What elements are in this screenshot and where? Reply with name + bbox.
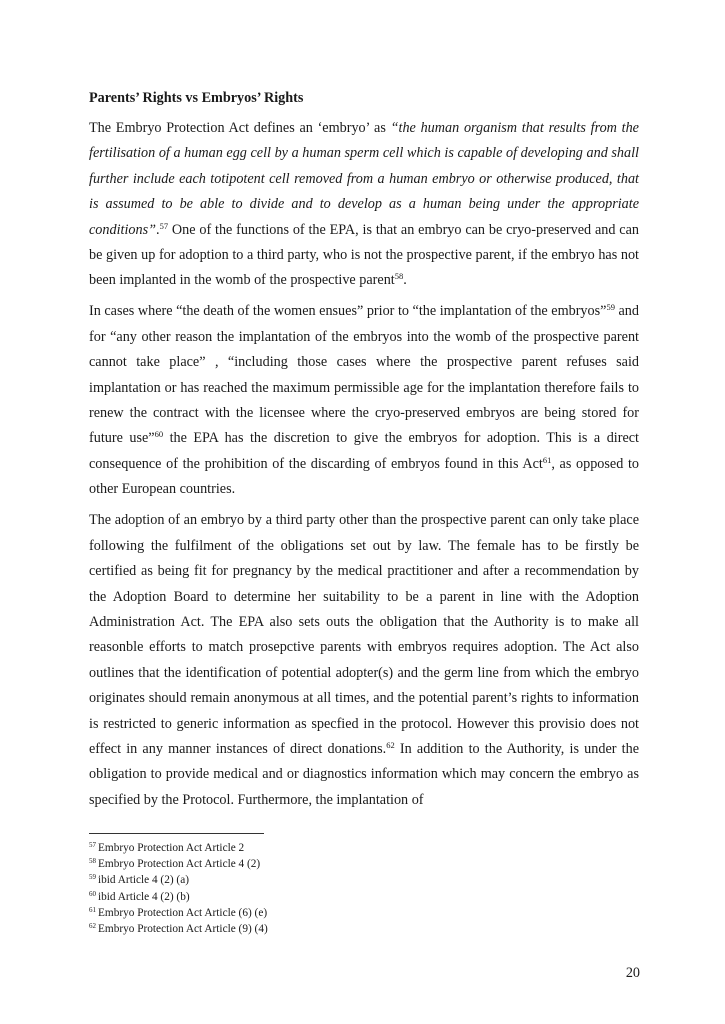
footnote-text: ibid Article 4 (2) (b) bbox=[98, 890, 190, 903]
footnote-item bbox=[89, 889, 589, 905]
section-heading: Parents’ Rights vs Embryos’ Rights bbox=[89, 90, 304, 106]
footnote-number: 59 bbox=[89, 873, 96, 882]
paragraph-text: In addition to the Authority, is under the obligation to provide medical and or diagnostics information which may concern the embryo as specified by the Protocol. Furthermore, the implantation of bbox=[89, 740, 639, 808]
footnote-number: 60 bbox=[89, 889, 96, 898]
paragraph-text: One of the functions of the EPA, is that an embryo can be cryo-preserved and can be given up for adoption to a third party, who is not the prospective parent, if the embryo has not been implanted in the womb of the prospective parent bbox=[89, 221, 639, 289]
footnote-text: Embryo Protection Act Article 4 (2) bbox=[98, 858, 261, 871]
footnote-text: Embryo Protection Act Article (6) (e) bbox=[98, 906, 268, 919]
footnote-item bbox=[89, 872, 589, 888]
footnote-separator bbox=[89, 833, 264, 834]
footnote-text: Embryo Protection Act Article (9) (4) bbox=[98, 923, 268, 936]
footnote-number: 62 bbox=[89, 922, 96, 931]
paragraph-text: . bbox=[403, 272, 407, 289]
footnote-ref[interactable]: 60 bbox=[154, 429, 164, 440]
footnote-text: ibid Article 4 (2) (a) bbox=[98, 874, 189, 887]
footnote-number: 57 bbox=[89, 841, 96, 849]
paragraph-text: The adoption of an embryo by a third party other than the prospective parent can only take place following the fulfilment of the obligations set out by law. The female has to be firstly be certified as being fit for pregnancy by the medical practitioner and after a recommendation by the Adoption Board to determine her suitability to be a parent in line with the Adoption Administration Act. The EPA also sets outs the obligation that the Authority is to make all reasonble efforts to match prosepctive parents with embryos requires adoption. The Act also outlines that the identification of potential adopter(s) and the germ line from which the embryo originates should remain anonymous at all times, and the potential parent’s rights to information is restricted to generic information as specfied in the protocol. However this provisio does not effect in any manner instances of direct donations. bbox=[89, 512, 639, 757]
paragraph-text: In cases where “the death of the women ensues” prior to “the implantation of the embryos” bbox=[89, 303, 607, 320]
footnote-item bbox=[89, 921, 589, 937]
footnote-ref[interactable]: 61 bbox=[542, 454, 552, 465]
paragraph-1 bbox=[89, 116, 639, 294]
footnote-number: 61 bbox=[89, 905, 96, 914]
paragraph-text: The Embryo Protection Act defines an ‘embryo’ as bbox=[89, 120, 391, 136]
footnote-item bbox=[89, 905, 589, 921]
paragraph-3 bbox=[89, 508, 639, 813]
footnote-text: Embryo Protection Act Article 2 bbox=[98, 842, 245, 854]
footnote-item bbox=[89, 840, 589, 856]
paragraph-text: the EPA has the discretion to give the embryos for adoption. This is a direct consequence of the prohibition of the discarding of embryos found in this Act bbox=[89, 430, 639, 472]
paragraph-2 bbox=[89, 299, 639, 502]
footnote-number: 58 bbox=[89, 857, 96, 866]
footnote-ref[interactable]: 62 bbox=[386, 739, 395, 750]
paragraph-text: , as opposed to other European countries. bbox=[89, 455, 639, 498]
footnotes-list bbox=[89, 840, 589, 937]
footnote-ref[interactable]: 58 bbox=[394, 271, 404, 282]
paragraph-text: . bbox=[156, 221, 160, 238]
quoted-definition: “the human organism that results from the fertilisation of a human egg cell by a human sperm cell which is capable of developing and shall further include each totipotent cell removed from a human embryo or otherwise produced, that is assumed to be able to divide and to develop as a human being under the appropriate conditions” bbox=[89, 120, 639, 238]
page-number: 20 bbox=[625, 965, 640, 981]
footnote-item bbox=[89, 856, 589, 872]
paragraph-text: and for “any other reason the implantation of the embryos into the womb of the prospective parent cannot take place” , “including those cases where the prospective parent refuses said implantation or has reached the maximum permissible age for the implantation therefore fails to renew the contract with the licensee where the cryo-preserved embryos are being stored for future use” bbox=[89, 303, 639, 447]
footnote-ref[interactable]: 57 bbox=[159, 220, 169, 231]
footnote-ref[interactable]: 59 bbox=[606, 302, 615, 313]
page-body bbox=[89, 88, 639, 819]
